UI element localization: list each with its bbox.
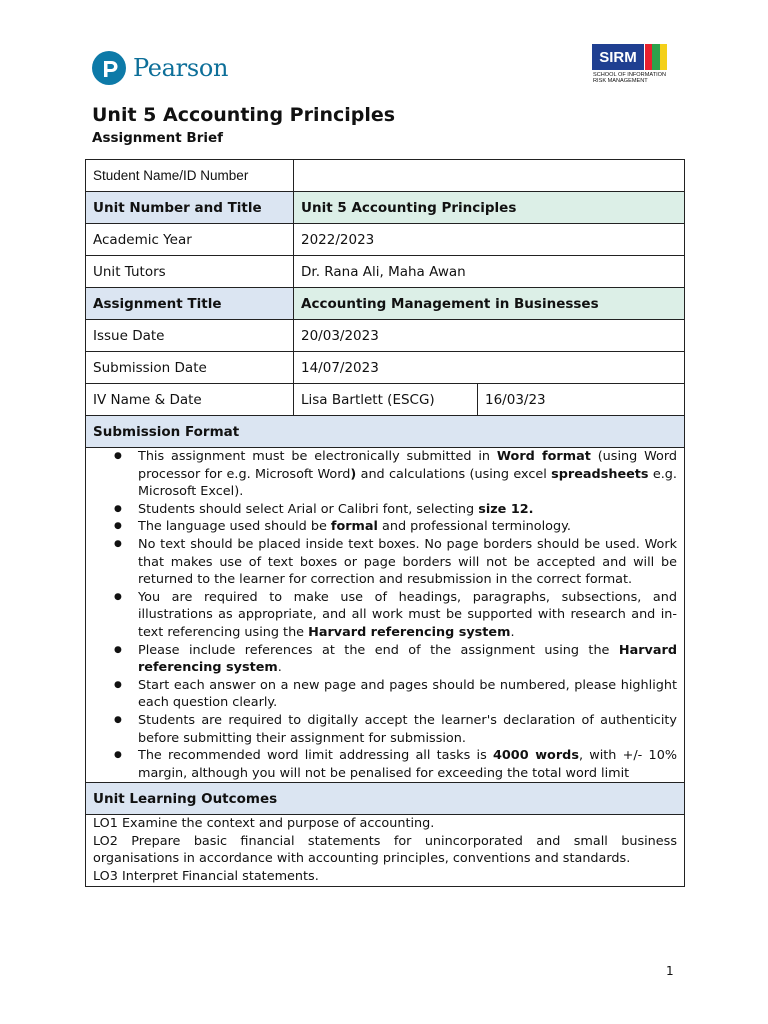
text: The recommended word limit addressing all tasks is xyxy=(138,748,493,764)
pearson-logo xyxy=(92,50,228,86)
bold-text: Harvard referencing system xyxy=(138,642,677,676)
table-row xyxy=(86,783,685,815)
unit-tutors-label: Unit Tutors xyxy=(86,256,294,288)
learning-outcomes-body xyxy=(86,815,685,886)
text: Students should select Arial or Calibri font, selecting xyxy=(138,501,479,517)
pearson-p-icon xyxy=(92,51,126,85)
submission-date-value: 14/07/2023 xyxy=(294,352,685,384)
table-row xyxy=(86,320,685,352)
learning-outcome-lo2: LO2 Prepare basic financial statements for unincorporated and small business organisations in accordance with accounting principles, conventions and standards. xyxy=(93,833,677,867)
text: and calculations (using excel xyxy=(356,466,552,482)
table-row xyxy=(86,416,685,448)
table-row xyxy=(86,160,685,192)
document-title: Unit 5 Accounting Principles xyxy=(92,104,396,126)
issue-date-label: Issue Date xyxy=(86,320,294,352)
list-item xyxy=(138,677,677,712)
learning-outcomes-heading: Unit Learning Outcomes xyxy=(86,783,685,815)
student-name-label: Student Name/ID Number xyxy=(86,160,294,192)
text: Students are required to digitally accept the learner's declaration of authenticity before submitting their assignment for submission. xyxy=(138,712,677,746)
unit-number-value: Unit 5 Accounting Principles xyxy=(294,192,685,224)
assignment-title-value: Accounting Management in Businesses xyxy=(294,288,685,320)
pearson-logo-text: Pearson xyxy=(133,54,229,82)
text: , with +/- 10% margin, although you will not be penalised for exceeding the total word limit xyxy=(138,748,677,781)
text: (using Word processor for e.g. Microsoft Word xyxy=(138,449,678,482)
table-row xyxy=(86,384,685,416)
bold-text: ) xyxy=(350,466,357,482)
bold-text: spreadsheets xyxy=(551,466,649,482)
sirm-bar-red xyxy=(645,44,652,70)
table-row xyxy=(86,448,685,783)
learning-outcome-lo1: LO1 Examine the context and purpose of accounting. xyxy=(93,816,435,832)
list-item xyxy=(138,747,677,782)
issue-date-value: 20/03/2023 xyxy=(294,320,685,352)
unit-tutors-value: Dr. Rana Ali, Maha Awan xyxy=(294,256,685,288)
sirm-bar-green xyxy=(652,44,659,70)
list-item xyxy=(138,589,677,642)
sirm-subtext xyxy=(593,72,666,84)
list-item xyxy=(138,642,677,677)
text: and professional terminology. xyxy=(377,519,571,535)
table-row xyxy=(86,288,685,320)
bold-text: Word format xyxy=(496,449,591,464)
text: . xyxy=(510,624,515,640)
learning-outcome-lo3: LO3 Interpret Financial statements. xyxy=(93,869,319,885)
iv-name: Lisa Bartlett (ESCG) xyxy=(294,384,478,416)
sirm-logo-text: SIRM xyxy=(592,44,644,70)
iv-date: 16/03/23 xyxy=(478,384,685,416)
submission-format-body xyxy=(86,448,685,783)
text: You are required to make use of headings, paragraphs, subsections, and illustrations as appropriate, and all work must be supported with research and in-text referencing using the xyxy=(138,589,677,640)
table-row xyxy=(86,224,685,256)
academic-year-value: 2022/2023 xyxy=(294,224,685,256)
text: Start each answer on a new page and pages should be numbered, please highlight each question clearly. xyxy=(138,677,677,711)
bold-text: size 12. xyxy=(478,501,534,517)
submission-date-label: Submission Date xyxy=(86,352,294,384)
bold-text: formal xyxy=(330,519,378,535)
text: This assignment must be electronically submitted in xyxy=(138,449,497,464)
bold-text: 4000 words xyxy=(492,748,579,764)
list-item xyxy=(138,501,677,519)
list-item xyxy=(138,518,677,536)
submission-format-heading: Submission Format xyxy=(86,416,685,448)
list-item xyxy=(138,536,677,589)
assignment-title-label: Assignment Title xyxy=(86,288,294,320)
iv-label: IV Name & Date xyxy=(86,384,294,416)
list-item xyxy=(138,712,677,747)
table-row xyxy=(86,192,685,224)
text: . xyxy=(277,660,282,676)
submission-format-list xyxy=(93,448,677,782)
academic-year-label: Academic Year xyxy=(86,224,294,256)
text: e.g. Microsoft Excel). xyxy=(138,466,678,500)
assignment-brief-table xyxy=(85,159,685,887)
page-number: 1 xyxy=(666,964,674,978)
table-row xyxy=(86,256,685,288)
unit-number-label: Unit Number and Title xyxy=(86,192,294,224)
table-row xyxy=(86,352,685,384)
text: The language used should be xyxy=(138,519,331,535)
student-name-value xyxy=(294,160,685,192)
text: Please include references at the end of the assignment using the xyxy=(138,642,619,658)
bold-text: Harvard referencing system xyxy=(308,624,511,640)
sirm-subtext-line2: RISK MANAGEMENT xyxy=(593,78,648,85)
document-subtitle: Assignment Brief xyxy=(92,130,224,146)
sirm-logo xyxy=(592,44,668,86)
list-item xyxy=(138,448,677,501)
sirm-bar-yellow xyxy=(660,44,667,70)
text: No text should be placed inside text boxes. No page borders should be used. Work that makes use of text boxes or page borders will not be accepted and will be returned to the learner for correction and resubmission in the correct format. xyxy=(138,536,677,588)
sirm-subtext-line1: SCHOOL OF INFORMATION xyxy=(593,72,667,78)
table-row xyxy=(86,815,685,886)
sirm-color-bars xyxy=(645,44,667,70)
